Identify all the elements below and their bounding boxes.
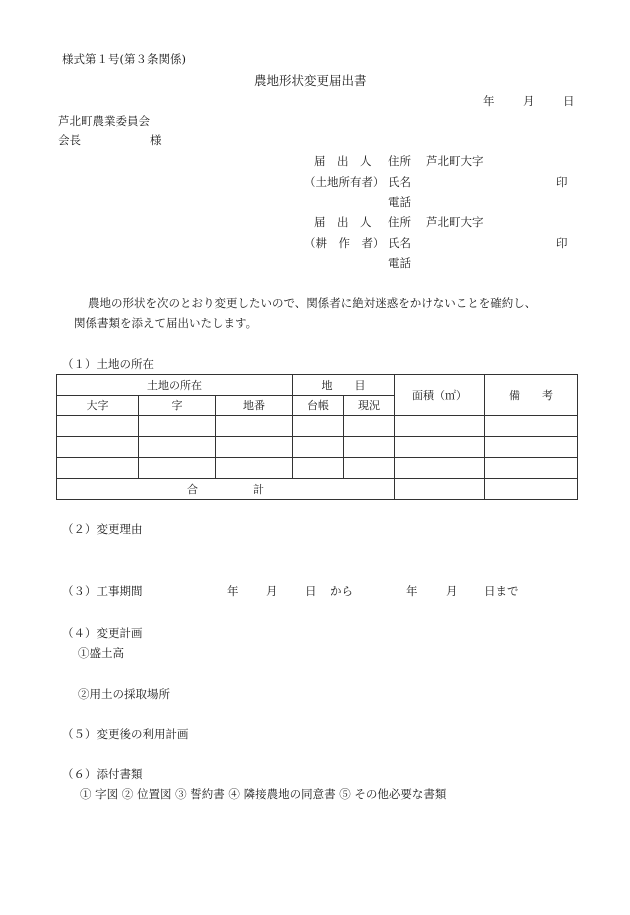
applicant2-name-label: 氏名 bbox=[388, 236, 411, 250]
applicant2-role: 届 出 人 bbox=[314, 215, 372, 229]
subheader-aza: 字 bbox=[139, 396, 216, 416]
cell-current[interactable] bbox=[344, 437, 395, 458]
cell-area[interactable] bbox=[395, 416, 485, 437]
period-to-year: 年 bbox=[406, 584, 418, 598]
header-remarks: 備 考 bbox=[485, 375, 578, 416]
period-to-day: 日まで bbox=[484, 584, 519, 598]
applicant1-phone-label: 電話 bbox=[388, 195, 411, 209]
applicant1-role-sub: （土地所有者） bbox=[304, 175, 385, 189]
period-from-month: 月 bbox=[266, 584, 278, 598]
period-from-suffix: から bbox=[330, 584, 353, 598]
subheader-chiban: 地番 bbox=[216, 396, 293, 416]
land-location-table bbox=[56, 374, 578, 500]
addressee-org: 芦北町農業委員会 bbox=[58, 114, 150, 128]
cell-current[interactable] bbox=[344, 416, 395, 437]
table-row bbox=[57, 416, 578, 437]
total-area-cell[interactable] bbox=[395, 479, 485, 500]
applicant1-name-label: 氏名 bbox=[388, 175, 411, 189]
body-text-line1: 農地の形状を次のとおり変更したいので、関係者に絶対迷惑をかけないことを確約し、 bbox=[88, 296, 537, 310]
cell-chiban[interactable] bbox=[216, 416, 293, 437]
applicant2-address-value: 芦北町大字 bbox=[426, 215, 484, 229]
subheader-ledger: 台帳 bbox=[293, 396, 344, 416]
cell-aza[interactable] bbox=[139, 416, 216, 437]
applicant2-seal: 印 bbox=[556, 236, 568, 250]
section-construction-period: （３）工事期間 bbox=[62, 584, 143, 598]
cell-ledger[interactable] bbox=[293, 437, 344, 458]
cell-current[interactable] bbox=[344, 458, 395, 479]
form-number: 様式第１号(第３条関係) bbox=[62, 52, 186, 66]
table-row bbox=[57, 458, 578, 479]
period-from-year: 年 bbox=[227, 584, 239, 598]
cell-ledger[interactable] bbox=[293, 458, 344, 479]
applicant1-role: 届 出 人 bbox=[314, 154, 372, 168]
total-remarks-cell[interactable] bbox=[485, 479, 578, 500]
total-label: 合 計 bbox=[57, 479, 395, 500]
cell-oaza[interactable] bbox=[57, 437, 139, 458]
section-post-change-use: （５）変更後の利用計画 bbox=[62, 727, 189, 741]
period-from-day: 日 bbox=[305, 584, 317, 598]
change-plan-soil-source: ②用土の採取場所 bbox=[78, 687, 170, 701]
date-day: 日 bbox=[563, 94, 575, 108]
table-row bbox=[57, 437, 578, 458]
date-year: 年 bbox=[483, 94, 495, 108]
body-text-line2: 関係書類を添えて届出いたします。 bbox=[74, 316, 258, 330]
section-change-reason: （２）変更理由 bbox=[62, 522, 143, 536]
attachments-list: ① 字図 ② 位置図 ③ 誓約書 ④ 隣接農地の同意書 ⑤ その他必要な書類 bbox=[80, 787, 447, 801]
change-plan-fill-height: ①盛土高 bbox=[78, 646, 124, 660]
cell-area[interactable] bbox=[395, 437, 485, 458]
cell-remarks[interactable] bbox=[485, 437, 578, 458]
applicant2-role-sub: （耕 作 者） bbox=[304, 236, 385, 250]
section-land-location: （１）土地の所在 bbox=[62, 357, 154, 371]
cell-aza[interactable] bbox=[139, 458, 216, 479]
total-row bbox=[57, 479, 578, 500]
cell-remarks[interactable] bbox=[485, 416, 578, 437]
header-land-category: 地 目 bbox=[293, 375, 395, 396]
addressee-honorific: 様 bbox=[150, 133, 162, 147]
addressee-title: 会長 bbox=[58, 133, 81, 147]
applicant1-address-value: 芦北町大字 bbox=[426, 154, 484, 168]
cell-chiban[interactable] bbox=[216, 458, 293, 479]
cell-remarks[interactable] bbox=[485, 458, 578, 479]
cell-chiban[interactable] bbox=[216, 437, 293, 458]
cell-oaza[interactable] bbox=[57, 458, 139, 479]
applicant1-address-label: 住所 bbox=[388, 154, 411, 168]
header-location: 土地の所在 bbox=[57, 375, 293, 396]
cell-oaza[interactable] bbox=[57, 416, 139, 437]
date-month: 月 bbox=[523, 94, 535, 108]
cell-ledger[interactable] bbox=[293, 416, 344, 437]
section-attachments: （６）添付書類 bbox=[62, 767, 143, 781]
period-to-month: 月 bbox=[446, 584, 458, 598]
applicant2-address-label: 住所 bbox=[388, 215, 411, 229]
section-change-plan: （４）変更計画 bbox=[62, 626, 143, 640]
page-title: 農地形状変更届出書 bbox=[254, 73, 367, 88]
header-area: 面積（㎡） bbox=[395, 375, 485, 416]
subheader-current: 現況 bbox=[344, 396, 395, 416]
cell-aza[interactable] bbox=[139, 437, 216, 458]
applicant2-phone-label: 電話 bbox=[388, 256, 411, 270]
cell-area[interactable] bbox=[395, 458, 485, 479]
applicant1-seal: 印 bbox=[556, 175, 568, 189]
subheader-oaza: 大字 bbox=[57, 396, 139, 416]
